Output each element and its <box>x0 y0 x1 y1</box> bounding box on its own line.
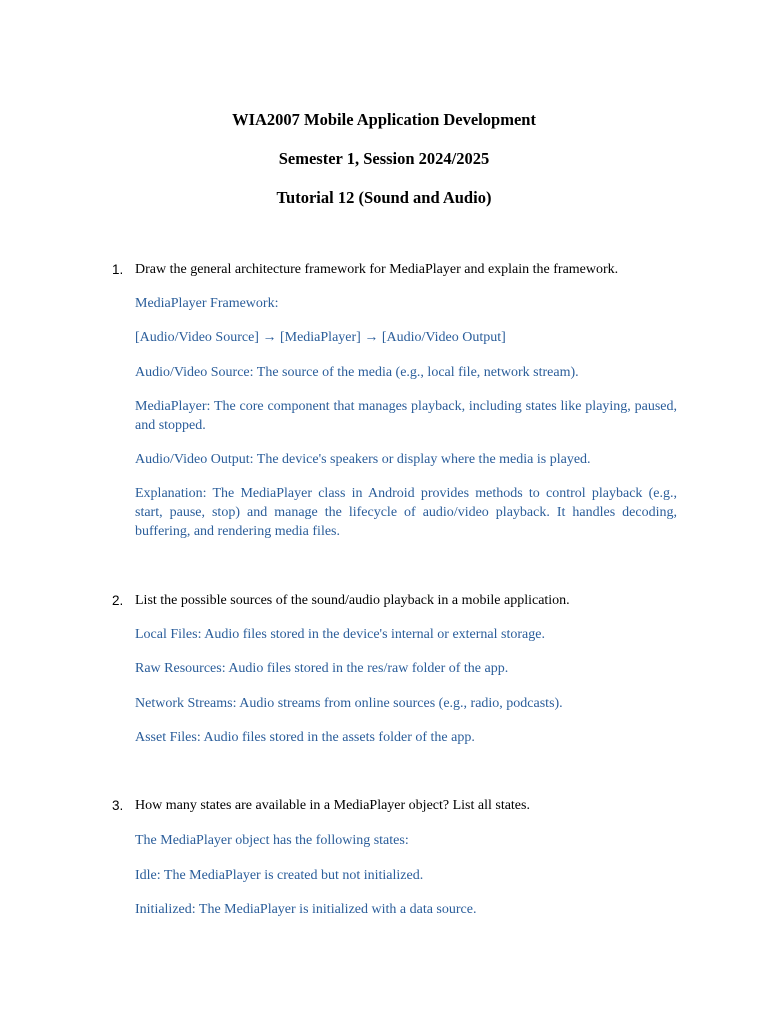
answer-paragraph: Network Streams: Audio streams from online sources (e.g., radio, podcasts). <box>135 696 563 711</box>
answer-paragraph: Audio/Video Source: The source of the media (e.g., local file, network stream). <box>135 365 579 380</box>
question-text: How many states are available in a MediaPlayer object? List all states. <box>135 798 530 813</box>
question-number: 2. <box>112 593 124 608</box>
question-number: 1. <box>112 262 124 277</box>
tutorial-title: Tutorial 12 (Sound and Audio) <box>276 188 492 207</box>
answer-paragraph: Audio/Video Output: The device's speakers or display where the media is played. <box>135 452 591 467</box>
question-number: 3. <box>112 798 124 813</box>
question-text: List the possible sources of the sound/audio playback in a mobile application. <box>135 593 570 608</box>
answer-paragraph: Explanation: The MediaPlayer class in Android provides methods to control playback (e.g., start, pause, stop) and manage the lifecycle of audio/video playback. It handles decoding, buffering, and rendering media files. <box>135 486 677 539</box>
answer-paragraph: MediaPlayer: The core component that manages playback, including states like playing, paused, and stopped. <box>135 399 677 433</box>
answer-paragraph: Raw Resources: Audio files stored in the res/raw folder of the app. <box>135 661 509 676</box>
question-text: Draw the general architecture framework for MediaPlayer and explain the framework. <box>135 262 619 277</box>
answer-paragraph: MediaPlayer Framework: <box>135 296 279 311</box>
answer-paragraph: The MediaPlayer object has the following states: <box>135 833 409 848</box>
answer-paragraph: Asset Files: Audio files stored in the assets folder of the app. <box>135 730 475 745</box>
answer-paragraph: Idle: The MediaPlayer is created but not initialized. <box>135 868 424 883</box>
answer-paragraph: Initialized: The MediaPlayer is initialized with a data source. <box>135 902 477 917</box>
course-title: WIA2007 Mobile Application Development <box>232 110 536 129</box>
answer-paragraph: Local Files: Audio files stored in the device's internal or external storage. <box>135 627 545 642</box>
answer-paragraph: [Audio/Video Source] → [MediaPlayer] → [Audio/Video Output] <box>135 330 506 345</box>
semester-title: Semester 1, Session 2024/2025 <box>278 149 490 168</box>
